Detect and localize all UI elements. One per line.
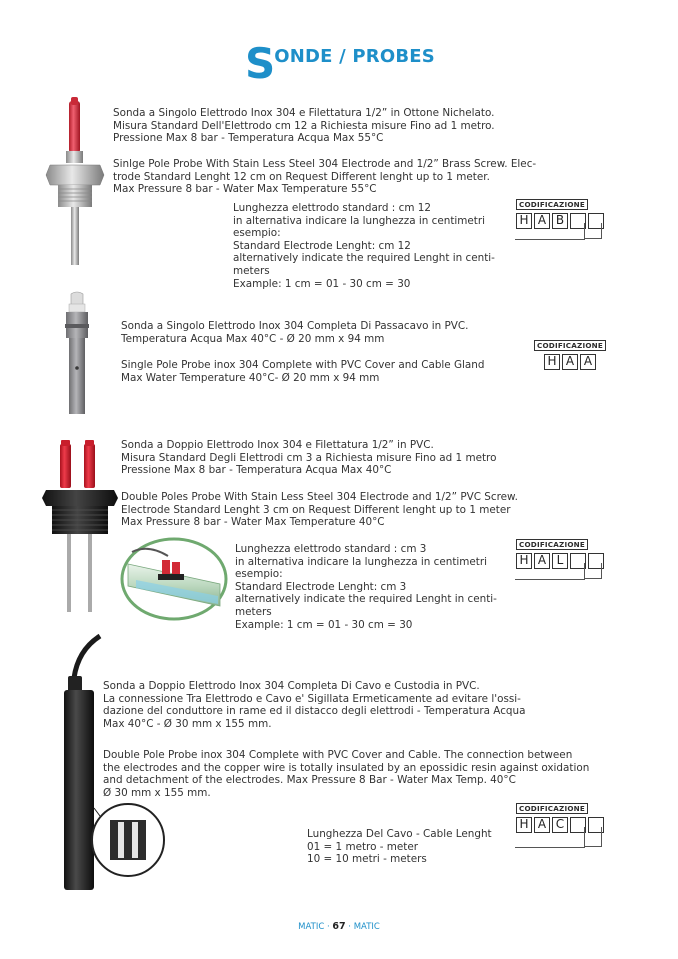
title-initial: S <box>245 39 276 88</box>
footer-brand-right: · MATIC <box>345 922 380 932</box>
product-1-description-en: Sinlge Pole Probe With Stain Less Steel 304 Electrode and 1/2” Brass Screw. Elec- trode Standard Lenght 12 cm on Request Different lenght up to 1 meter. Max Pressure 8 bar - Water Max Temperature 55°C <box>113 158 537 196</box>
code-char: B <box>552 213 568 229</box>
code-char: A <box>534 817 550 833</box>
code-bracket <box>584 827 602 847</box>
code-leader-line <box>515 847 585 848</box>
product-2-code <box>534 333 606 370</box>
pipe-installation-image <box>118 534 230 624</box>
code-label: CODIFICAZIONE <box>534 340 606 351</box>
product-3-description-en: Double Poles Probe With Stain Less Steel 304 Electrode and 1/2” PVC Screw. Electrode Standard Lenght 3 cm on Request Different lenght up to 1 meter Max Pressure 8 bar - Water Max Temperature 40°C <box>121 491 518 529</box>
code-bracket <box>584 563 602 579</box>
code-char: H <box>516 817 532 833</box>
code-char: H <box>544 354 560 370</box>
code-bracket <box>584 223 602 239</box>
code-leader-line <box>515 579 585 580</box>
code-char: H <box>516 553 532 569</box>
product-1-description-it: Sonda a Singolo Elettrodo Inox 304 e Filettatura 1/2” in Ottone Nichelato. Misura Standard Dell'Elettrodo cm 12 a Richiesta misure Fino ad 1 metro. Pressione Max 8 bar - Temperatura Acqua Max 55°C <box>113 107 495 145</box>
code-label: CODIFICAZIONE <box>516 803 588 814</box>
page-footer <box>0 921 678 932</box>
product-3-length-info: Lunghezza elettrodo standard : cm 3 in alternativa indicare la lunghezza in centimetri esempio: Standard Electrode Lenght: cm 3 alternatively indicate the required Lenght in centi- meters Example: 1 cm = 01 - 30 cm = 30 <box>235 543 497 631</box>
footer-brand-left: MATIC · <box>298 922 333 932</box>
product-4-description-it: Sonda a Doppio Elettrodo Inox 304 Completa Di Cavo e Custodia in PVC. La connessione Tra Elettrodo e Cavo e' Sigillata Ermeticamente ad evitare l'ossi- dazione del conduttore in rame ed il distacco degli elettrodi - Temperatura Acqua Max 40°C - Ø 30 mm x 155 mm. <box>103 680 526 730</box>
page-title <box>245 39 435 88</box>
product-3-description-it: Sonda a Doppio Elettrodo Inox 304 e Filettatura 1/2” in PVC. Misura Standard Degli Elettrodi cm 3 a Richiesta misure Fino ad 1 metro Pressione Max 8 bar - Temperatura Acqua Max 40°C <box>121 439 497 477</box>
single-pvc-probe-image <box>55 290 100 420</box>
code-char: A <box>562 354 578 370</box>
code-leader-line <box>515 239 585 240</box>
code-char: A <box>534 553 550 569</box>
code-char: A <box>534 213 550 229</box>
code-label: CODIFICAZIONE <box>516 539 588 550</box>
code-char: H <box>516 213 532 229</box>
single-brass-probe-image <box>40 95 110 270</box>
code-char: C <box>552 817 568 833</box>
code-char: A <box>580 354 596 370</box>
product-2-description-it: Sonda a Singolo Elettrodo Inox 304 Completa Di Passacavo in PVC. Temperatura Acqua Max 40°C - Ø 20 mm x 94 mm <box>121 320 469 345</box>
page-number: 67 <box>332 921 346 932</box>
double-pvc-probe-image <box>40 438 120 613</box>
product-4-cable-length: Lunghezza Del Cavo - Cable Lenght 01 = 1 metro - meter 10 = 10 metri - meters <box>307 828 492 866</box>
code-label: CODIFICAZIONE <box>516 199 588 210</box>
code-char: L <box>552 553 568 569</box>
product-2-description-en: Single Pole Probe inox 304 Complete with PVC Cover and Cable Gland Max Water Temperature 40°C- Ø 20 mm x 94 mm <box>121 359 485 384</box>
product-1-length-info: Lunghezza elettrodo standard : cm 12 in alternativa indicare la lunghezza in centimetri esempio: Standard Electrode Lenght: cm 12 alternatively indicate the required Lenght in centi- meters Example: 1 cm = 01 - 30 cm = 30 <box>233 202 495 290</box>
product-4-description-en: Double Pole Probe inox 304 Complete with PVC Cover and Cable. The connection between the electrodes and the copper wire is totally insulated by an epossidic resin against oxidation and detachment of the electrodes. Max Pressure 8 Bar - Water Max Temp. 40°C Ø 30 mm x 155 mm. <box>103 749 590 799</box>
title-text: ONDE / PROBES <box>274 46 435 67</box>
